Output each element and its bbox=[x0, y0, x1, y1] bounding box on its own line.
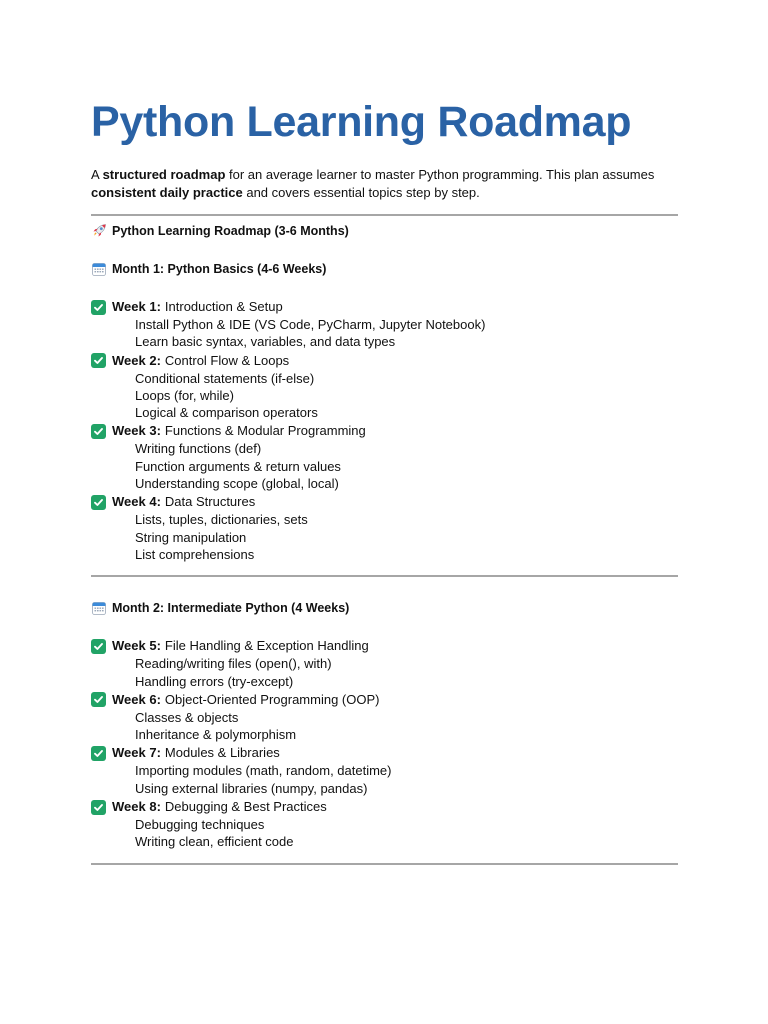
intro-text-1: A bbox=[91, 167, 103, 182]
list-item: Writing functions (def) bbox=[135, 441, 262, 457]
week-label: Week 6: bbox=[112, 691, 161, 707]
week-title: Introduction & Setup bbox=[164, 299, 283, 314]
intro-text-2: for an average learner to master Python programming. This plan assumes bbox=[225, 167, 655, 182]
list-item: Function arguments & return values bbox=[135, 458, 341, 474]
month-1-heading bbox=[91, 260, 678, 278]
page-title: Python Learning Roadmap bbox=[91, 98, 632, 146]
week-8 bbox=[91, 798, 678, 851]
week-label: Week 3: bbox=[112, 423, 161, 439]
week-2 bbox=[91, 352, 678, 422]
roadmap-heading-text: Python Learning Roadmap (3-6 Months) bbox=[112, 224, 349, 238]
week-label: Week 1: bbox=[112, 299, 161, 314]
week-title: Control Flow & Loops bbox=[164, 352, 290, 368]
intro-bold-2: consistent daily practice bbox=[91, 185, 243, 200]
week-7 bbox=[91, 744, 678, 797]
week-title: Modules & Libraries bbox=[164, 745, 280, 761]
week-label: Week 2: bbox=[112, 352, 161, 368]
check-mark-icon bbox=[91, 353, 106, 368]
list-item: Logical & comparison operators bbox=[135, 405, 318, 421]
week-title: Functions & Modular Programming bbox=[164, 423, 366, 439]
list-item: Using external libraries (numpy, pandas) bbox=[135, 780, 368, 796]
check-mark-icon bbox=[91, 639, 106, 654]
list-item: Lists, tuples, dictionaries, sets bbox=[135, 512, 308, 528]
divider bbox=[91, 214, 678, 216]
week-title: File Handling & Exception Handling bbox=[164, 638, 369, 654]
list-item: Reading/writing files (open(), with) bbox=[135, 656, 332, 672]
intro-text-3: and covers essential topics step by step. bbox=[242, 185, 480, 200]
month-2-weeks bbox=[91, 637, 678, 850]
rocket-icon bbox=[91, 223, 107, 239]
list-item: Importing modules (math, random, datetime) bbox=[135, 763, 392, 779]
check-mark-icon bbox=[91, 800, 106, 815]
check-mark-icon bbox=[91, 495, 106, 510]
list-item: Writing clean, efficient code bbox=[135, 834, 294, 850]
list-item: Inheritance & polymorphism bbox=[135, 727, 297, 743]
list-item: Understanding scope (global, local) bbox=[135, 476, 339, 492]
calendar-icon bbox=[91, 600, 107, 616]
check-mark-icon bbox=[91, 424, 106, 439]
document-content bbox=[91, 96, 678, 865]
list-item: Handling errors (try-except) bbox=[135, 673, 294, 689]
roadmap-heading bbox=[91, 222, 678, 240]
week-4 bbox=[91, 493, 678, 563]
divider bbox=[91, 575, 678, 577]
list-item: Debugging techniques bbox=[135, 817, 265, 833]
check-mark-icon bbox=[91, 300, 106, 315]
month-2-heading-text: Month 2: Intermediate Python (4 Weeks) bbox=[112, 601, 350, 616]
intro-paragraph bbox=[91, 166, 678, 202]
divider bbox=[91, 863, 678, 865]
month-1-weeks bbox=[91, 298, 678, 563]
check-mark-icon bbox=[91, 692, 106, 707]
month-2-heading bbox=[91, 599, 678, 617]
week-label: Week 5: bbox=[112, 638, 161, 654]
list-item: List comprehensions bbox=[135, 546, 255, 562]
week-label: Week 4: bbox=[112, 494, 161, 510]
week-title: Object-Oriented Programming (OOP) bbox=[164, 691, 380, 707]
intro-bold-1: structured roadmap bbox=[102, 167, 226, 182]
list-item: Classes & objects bbox=[135, 709, 239, 725]
list-item: Conditional statements (if-else) bbox=[135, 370, 315, 386]
list-item: Install Python & IDE (VS Code, PyCharm, Jupyter Notebook) bbox=[135, 317, 486, 332]
week-3 bbox=[91, 422, 678, 492]
week-1 bbox=[91, 298, 678, 351]
month-1-heading-text: Month 1: Python Basics (4-6 Weeks) bbox=[112, 262, 327, 276]
check-mark-icon bbox=[91, 746, 106, 761]
calendar-icon bbox=[91, 261, 107, 277]
week-5 bbox=[91, 637, 678, 690]
week-title: Data Structures bbox=[164, 494, 256, 510]
list-item: String manipulation bbox=[135, 529, 247, 545]
list-item: Learn basic syntax, variables, and data types bbox=[135, 334, 396, 350]
week-label: Week 8: bbox=[112, 799, 161, 815]
week-title: Debugging & Best Practices bbox=[164, 799, 327, 815]
week-label: Week 7: bbox=[112, 745, 161, 761]
list-item: Loops (for, while) bbox=[135, 387, 234, 403]
week-6 bbox=[91, 691, 678, 744]
